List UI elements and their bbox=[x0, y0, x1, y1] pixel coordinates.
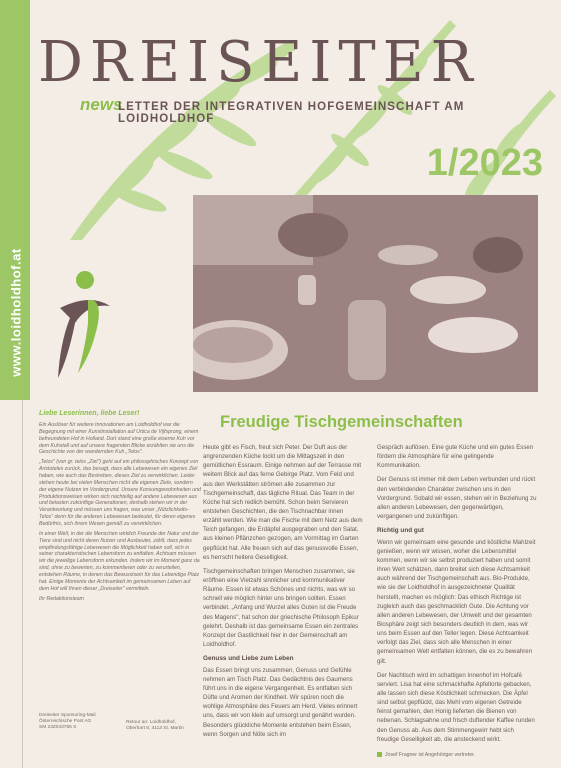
photo-dining-table bbox=[193, 195, 538, 392]
editorial-paragraph: Ein Auslöser für weitere Innovationen am Loidholdhof war die Begegnung mit einer Kunstinstallation auf Urtica de Vijfsprong, einem befreundeten Hof in Holland. Dort stand eine große eiserne Kuh vor dem Kuhstall und auf unsere fragenden Blicke erzählten sie uns die Geschichte von der wandernden Kuh „Telos". bbox=[39, 422, 199, 456]
newsletter-subtitle: LETTER DER INTEGRATIVEN HOFGEMEINSCHAFT AM LOIDHOLDHOF bbox=[118, 101, 465, 125]
article-column-1 bbox=[203, 443, 363, 744]
article-subheading: Richtig und gut bbox=[377, 527, 424, 535]
editorial-paragraph: In einer Welt, in der die Menschen wirklich Freunde der Natur und der Tiere sind und nicht deren Nutzer und Ausbeuter, zählt, dass jedes empfindungsfähige Lebewesen die Möglichkeit haben soll, sich in seiner charakteristischen Lebensform zu entfalten. Achtsam müssen wir die jeweilige Lebensform erkunden. Indem wir im Moment ganz da sind, ohne zu bewerten, zu kommentieren oder zu verurteilen, entstehen Räume, in denen das Bewusstsein für das Lebendige Platz hat. Einige Momente der Achtsamkeit im gemeinsamen Leben auf dem Hof will Ihnen dieser „Dreiseiter" vermitteln. bbox=[39, 530, 200, 592]
article-title: Freudige Tischgemeinschaften bbox=[220, 413, 463, 431]
editorial-signature: Ihr Redaktionsteam bbox=[39, 595, 84, 602]
article-paragraph: Das Essen bringt uns zusammen, Genuss und Gefühle nehmen am Tisch Platz. Das Gedächtnis des Gaumens führt uns in die eigene Vergangenheit. Es entfalten sich Düfte und Aromen der Kindheit. Wir spüren noch die wohlige Atmosphäre des Feuers am Herd. Vieles erinnert uns, dass wir von klein auf umsorgt und genährt wurden. Besonders glückliche Momente entstehen beim Essen, wenn Sorgen und Nöte sich im bbox=[203, 666, 358, 738]
newsletter-title: DREISEITER bbox=[38, 30, 480, 95]
postal-info: Dreiseiter Sponsoring-Mail Österreichische Post AG SM 23Z043765 S bbox=[39, 713, 96, 731]
caption-bullet-icon bbox=[377, 752, 382, 757]
loidholdhof-logo bbox=[40, 268, 120, 388]
editorial-text bbox=[39, 422, 201, 605]
caption-text: Josef Fragner ist Angehöriger vertreter. bbox=[385, 752, 475, 758]
article-subheading: Genuss und Liebe zum Leben bbox=[203, 655, 294, 663]
website-url: www.loidholdhof.at bbox=[8, 248, 24, 377]
article-paragraph: Wenn wir gemeinsam eine gesunde und köstliche Mahlzeit genießen, wenn wir wissen, woher die Lebensmittel kommen, wenn wir sie selbst produziert haben und somit ihren Wert schätzen, dann breitet sich diese Achtsamkeit auch während der Tischgemeinschaft aus. Bio-Produkte, wie sie der Loidholdhof in ausgezeichneter Qualität herstellt, machen es möglich: Das ethisch Richtige ist zugleich auch das geschmacklich Gute. Die Achtung vor allen anderen Lebewesen, der Umwelt und der gesamten Biosphäre zeigt sich besonders deutlich in dem, was wir uns beim Essen auf den Teller legen. Diese Achtsamkeit verfolgt das Ziel, dass sich alle Menschen in einer gemeinsamen Welt entfalten können, die es zu bewahren gilt. bbox=[377, 538, 536, 665]
news-label: news bbox=[80, 95, 123, 114]
editorial-paragraph: „Telos" (von gr. telos „Ziel") geht auf ein philosophisches Konzept von Aristoteles zurück, das besagt, dass alle Lebewesen ein eigenes Ziel haben, wie auch das Bestreben, dieses Ziel zu verwirklichen. Leider stehen heute bei vielen Menschen nicht die eigenen Ziele, sondern der eigene Nutzen im Vordergrund. Unsere Konsumgewohnheiten und Produktionsweisen wirken sich nachteilig auf andere Lebewesen aus und belasten zukünftige Generationen, deshalb stehen wir in der Verantwortung und müssen uns fragen, was unser „Nützlichkeits-Telos" denn für die anderen Lebewesen bedeutet, für deren eigenes Bedürfnis, sich ihrem Wesen gemäß zu verwirklichen. bbox=[39, 459, 201, 528]
article-paragraph: Tischgemeinschaften bringen Menschen zusammen, sie eröffnen eine Vielzahl sinnlicher und kommunikativer Räume. Essen ist etwas Schönes und nichts, was wir so schnell wie möglich hinter uns bringen sollten. Essen verbindet. „Anfang und Wurzel alles Guten ist die Freude des Magens", hat schon der griechische Philosoph Epikur gelehrt. Deshalb ist das gemeinsame Essen ein zentrales Konzept der Gastlichkeit hier in der Gemeinschaft am Loidholdhof. bbox=[203, 567, 359, 648]
article-paragraph: Der Nachtisch wird im schattigen Innenhof im Hofcafé serviert. Lisa hat eine schmackhafte Apfeltorte gebacken, alle lassen sich diese Köstlichkeit schmecken. Die Äpfel sind selbst gepflückt, das Mehl vom eigenen Getreide feinst gemahlen, den Honig lieferten die Bienen von nebenan. Schlagsahne und frisch duftender Kaffee runden den Genuss ab. Aus dem Stimmengewirr hebt sich freudige Geselligkeit ab, die ansteckend wirkt. bbox=[377, 671, 535, 743]
article-paragraph: Der Genuss ist immer mit dem Leben verbunden und rückt den verbindenden Charakter zwischen uns in den Vordergrund. Sobald wir essen, stehen wir in Beziehung zu allen anderen Lebewesen, den gegenwärtigen, vergangenen und zukünftigen. bbox=[377, 476, 537, 520]
editorial-greeting: Liebe Leserinnen, liebe Leser! bbox=[39, 410, 140, 417]
editorial-sidebar bbox=[22, 400, 201, 768]
article-paragraph: Heute gibt es Fisch, freut sich Peter. Der Duft aus der angrenzenden Küche lockt um die Mittagszeit in den gemütlichen Essraum. Einige nehmen auf der Terrasse mit weitem Blick auf das ferne Gebirge Platz. Vom Feld und aus den Werkstätten strömen alle zusammen zur Tischgemeinschaft, das tägliche Ritual. Das Team in der Küche hat sich redlich bemüht. Schon beim Servieren entstehen Geschichten, die den Tischnachbar innen erzählt werden. Wie man die Fische mit dem Netz aus dem Teich gefangen, die Erdäpfel ausgegraben und den Salat, aus kleinen Pflänzchen gezogen, am Vormittag im Garten gepflückt hat. Alle freuen sich auf das genussvolle Essen, es herrscht heitere Geselligkeit. bbox=[203, 444, 363, 561]
return-address: Retour an: Loidholdhof, Oberhart 8, 4113 St. Martin bbox=[126, 720, 184, 732]
article-paragraph: Gespräch auflösen. Eine gute Küche und ein gutes Essen fördern die Atmosphäre für eine gelingende Kommunikation. bbox=[377, 444, 534, 470]
issue-number: 1/2023 bbox=[426, 142, 543, 184]
article-column-2 bbox=[377, 443, 537, 749]
photo-caption bbox=[377, 752, 475, 758]
